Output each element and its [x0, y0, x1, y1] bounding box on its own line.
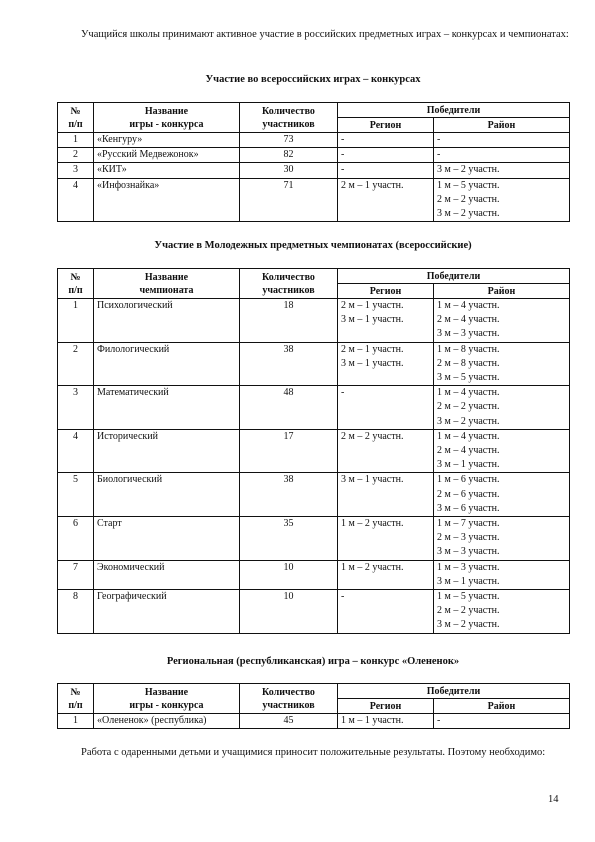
cell-name: Биологический [94, 473, 240, 517]
cell-district [434, 560, 570, 589]
header-region: Регион [338, 699, 434, 714]
cell-district [434, 590, 570, 634]
header-num: № п/п [58, 269, 94, 299]
header-winners: Победители [338, 684, 570, 699]
intro-paragraph [57, 28, 569, 41]
table-regional-game [57, 683, 570, 729]
region-result-line: 3 м – 1 участн. [341, 314, 404, 326]
district-result-line: 3 м – 6 участн. [437, 502, 500, 514]
table-row [58, 517, 570, 561]
cell-region [338, 163, 434, 178]
table-row [58, 342, 570, 386]
table1-title: Участие во всероссийских играх – конкурсах [205, 74, 421, 85]
cell-count: 10 [240, 560, 338, 589]
table-row [58, 429, 570, 473]
header-region: Регион [338, 284, 434, 299]
cell-district [434, 163, 570, 178]
cell-region [338, 386, 434, 430]
district-result-line: 3 м – 1 участн. [437, 575, 500, 587]
table-all-russian-games [57, 102, 570, 222]
district-result-line: 2 м – 4 участн. [437, 314, 500, 326]
cell-district [434, 178, 570, 222]
cell-count: 45 [240, 714, 338, 729]
table-row [58, 590, 570, 634]
table-row [58, 714, 570, 729]
header-name: Название игры - конкурса [94, 684, 240, 714]
cell-district [434, 517, 570, 561]
cell-name: «Русский Медвежонок» [94, 148, 240, 163]
cell-num: 1 [58, 299, 94, 343]
cell-name: Старт [94, 517, 240, 561]
table2-title: Участие в Молодежных предметных чемпионатах (всероссийские) [154, 240, 472, 251]
district-result-line: 3 м – 2 участн. [437, 619, 500, 631]
header-name: Название игры - конкурса [94, 103, 240, 133]
cell-name: Географический [94, 590, 240, 634]
intro-text: Учащийся школы принимают активное участие в российских предметных играх – конкурсах и чемпионатах: [81, 29, 569, 40]
district-result-line: 1 м – 4 участн. [437, 387, 500, 399]
cell-count: 10 [240, 590, 338, 634]
district-result-line: 3 м – 2 участн. [437, 208, 500, 220]
outro-paragraph [57, 746, 569, 759]
district-result-line: - [437, 149, 441, 161]
cell-name: Исторический [94, 429, 240, 473]
cell-num: 3 [58, 163, 94, 178]
region-result-line: 1 м – 2 участн. [341, 518, 404, 530]
region-result-line: 2 м – 2 участн. [341, 430, 404, 442]
header-district: Район [434, 284, 570, 299]
cell-district [434, 299, 570, 343]
region-result-line: 1 м – 1 участн. [341, 715, 404, 726]
cell-region [338, 133, 434, 148]
region-result-line: 1 м – 2 участн. [341, 561, 404, 573]
cell-name: Математический [94, 386, 240, 430]
district-result-line: 2 м – 6 участн. [437, 488, 500, 500]
cell-region [338, 429, 434, 473]
table-row [58, 299, 570, 343]
table-row [58, 560, 570, 589]
page-number: 14 [548, 794, 559, 805]
cell-count: 82 [240, 148, 338, 163]
header-num: № п/п [58, 103, 94, 133]
cell-num: 7 [58, 560, 94, 589]
cell-region [338, 517, 434, 561]
outro-text: Работа с одаренными детьми и учащимися приносит положительные результаты. Поэтому необходимо: [81, 747, 546, 758]
cell-num: 2 [58, 148, 94, 163]
header-count: Количество участников [240, 103, 338, 133]
cell-num: 6 [58, 517, 94, 561]
region-result-line: - [341, 591, 345, 603]
cell-region [338, 342, 434, 386]
cell-region [338, 473, 434, 517]
header-district: Район [434, 699, 570, 714]
cell-region [338, 178, 434, 222]
header-winners: Победители [338, 103, 570, 118]
cell-num: 8 [58, 590, 94, 634]
district-result-line: 3 м – 5 участн. [437, 372, 500, 384]
district-result-line: 2 м – 8 участн. [437, 357, 500, 369]
region-result-line: 2 м – 1 участн. [341, 179, 404, 191]
cell-num: 3 [58, 386, 94, 430]
district-result-line: 2 м – 2 участн. [437, 193, 500, 205]
cell-num: 4 [58, 429, 94, 473]
cell-region [338, 148, 434, 163]
cell-region [338, 560, 434, 589]
cell-num: 2 [58, 342, 94, 386]
cell-num: 1 [58, 133, 94, 148]
district-result-line: 2 м – 2 участн. [437, 401, 500, 413]
cell-district [434, 386, 570, 430]
cell-name: «Кенгуру» [94, 133, 240, 148]
cell-region [338, 714, 434, 729]
district-result-line: 1 м – 5 участн. [437, 591, 500, 603]
table-row [58, 163, 570, 178]
cell-name: «КИТ» [94, 163, 240, 178]
region-result-line: 2 м – 1 участн. [341, 343, 404, 355]
cell-count: 73 [240, 133, 338, 148]
district-result-line: 2 м – 2 участн. [437, 605, 500, 617]
region-result-line: - [341, 387, 345, 399]
table-row [58, 148, 570, 163]
cell-district [434, 473, 570, 517]
table-youth-championships [57, 268, 570, 634]
header-num: № п/п [58, 684, 94, 714]
cell-name: Психологический [94, 299, 240, 343]
cell-district [434, 148, 570, 163]
cell-region [338, 299, 434, 343]
table-row [58, 473, 570, 517]
cell-count: 71 [240, 178, 338, 222]
cell-district [434, 429, 570, 473]
cell-num: 1 [58, 714, 94, 729]
cell-name: Экономический [94, 560, 240, 589]
cell-count: 18 [240, 299, 338, 343]
header-district: Район [434, 118, 570, 133]
header-region: Регион [338, 118, 434, 133]
cell-num: 4 [58, 178, 94, 222]
district-result-line: 3 м – 3 участн. [437, 328, 500, 340]
cell-district [434, 133, 570, 148]
table3-title: Региональная (республиканская) игра – конкурс «Олененок» [166, 656, 460, 667]
district-result-line: 1 м – 4 участн. [437, 430, 500, 442]
cell-count: 17 [240, 429, 338, 473]
region-result-line: 2 м – 1 участн. [341, 300, 404, 311]
district-result-line: 3 м – 1 участн. [437, 459, 500, 471]
cell-count: 35 [240, 517, 338, 561]
header-name: Название чемпионата [94, 269, 240, 299]
district-result-line: 2 м – 3 участн. [437, 532, 500, 544]
header-winners: Победители [338, 269, 570, 284]
region-result-line: - [341, 149, 345, 161]
table-row [58, 133, 570, 148]
region-result-line: - [341, 164, 345, 176]
header-count: Количество участников [240, 684, 338, 714]
cell-count: 48 [240, 386, 338, 430]
table-row [58, 386, 570, 430]
district-result-line: - [437, 134, 441, 145]
cell-region [338, 590, 434, 634]
cell-district [434, 714, 570, 729]
cell-district [434, 342, 570, 386]
cell-count: 30 [240, 163, 338, 178]
cell-num: 5 [58, 473, 94, 517]
district-result-line: 1 м – 8 участн. [437, 343, 500, 355]
district-result-line: 1 м – 6 участн. [437, 474, 500, 486]
region-result-line: 3 м – 1 участн. [341, 357, 404, 369]
cell-count: 38 [240, 473, 338, 517]
district-result-line: 3 м – 2 участн. [437, 415, 500, 427]
district-result-line: 2 м – 4 участн. [437, 445, 500, 457]
cell-name: «Олененок» (республика) [94, 714, 240, 729]
cell-name: Филологический [94, 342, 240, 386]
region-result-line: 3 м – 1 участн. [341, 474, 404, 486]
cell-count: 38 [240, 342, 338, 386]
region-result-line: - [341, 134, 345, 145]
table-row [58, 178, 570, 222]
cell-name: «Инфознайка» [94, 178, 240, 222]
district-result-line: 1 м – 3 участн. [437, 561, 500, 573]
district-result-line: 1 м – 5 участн. [437, 179, 500, 191]
district-result-line: - [437, 715, 441, 726]
district-result-line: 1 м – 4 участн. [437, 300, 500, 311]
header-count: Количество участников [240, 269, 338, 299]
district-result-line: 3 м – 2 участн. [437, 164, 500, 176]
district-result-line: 1 м – 7 участн. [437, 518, 500, 530]
district-result-line: 3 м – 3 участн. [437, 546, 500, 558]
